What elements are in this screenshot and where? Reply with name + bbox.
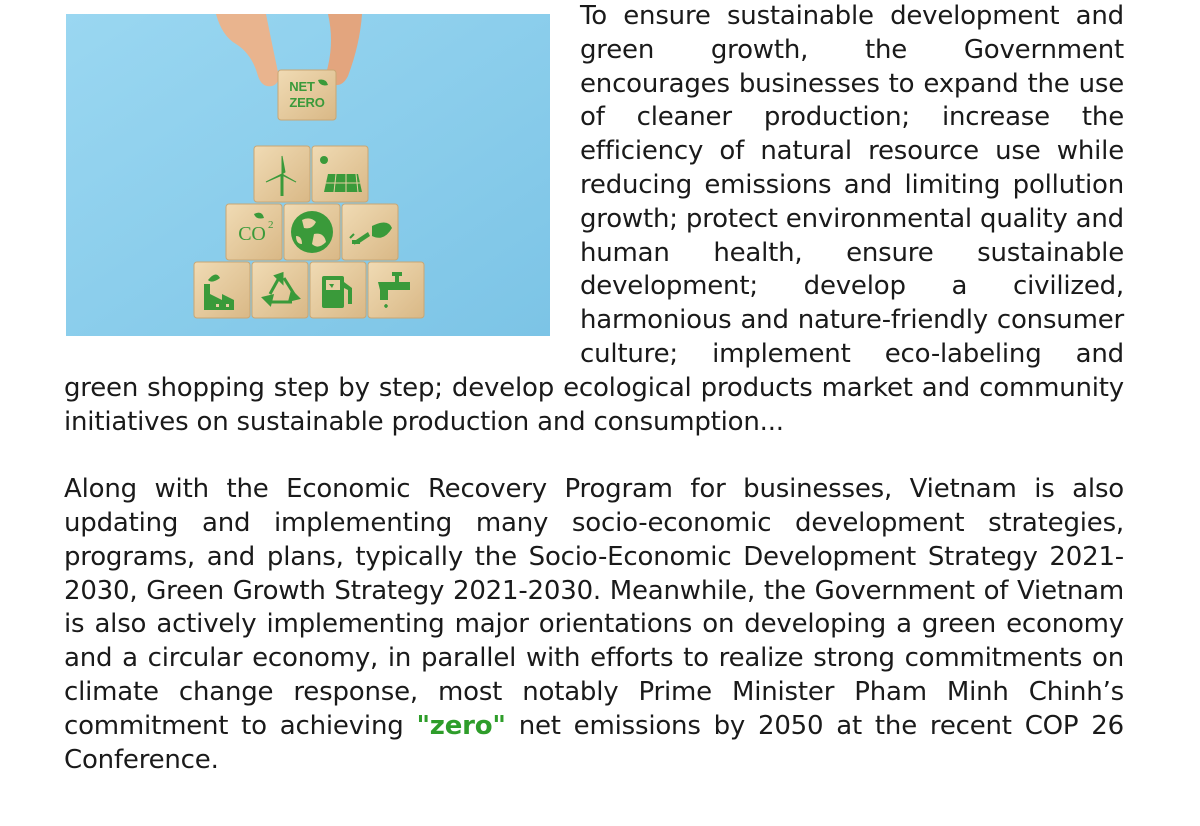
net-zero-block <box>278 70 336 120</box>
paragraph-cleaner-production: To ensure sustainable development and green growth, the Government encourages businesses to expand the use of cleaner production; increase the efficiency of natural resource use while reducing emissions and limiting pollution growth; protect environmental quality and human health, ensure sustainable development; develop a civilized, harmonious and nature-friendly consumer culture; implement eco-labeling and green shopping step by step; develop ecological products market and community initiatives on sustainable production and consumption... <box>64 1 1124 437</box>
net-label: NET <box>289 79 315 94</box>
block-solar <box>312 146 368 202</box>
svg-text:2: 2 <box>268 219 274 231</box>
zero-label: ZERO <box>289 95 325 110</box>
zero-highlight: "zero" <box>416 710 506 741</box>
block-fuel-pump <box>310 262 366 318</box>
block-factory <box>194 262 250 318</box>
paragraph-economic-recovery <box>64 473 1124 777</box>
article-body <box>64 0 1124 777</box>
block-globe <box>284 204 340 260</box>
svg-text:CO: CO <box>238 223 266 245</box>
block-wind-turbine <box>254 146 310 202</box>
paragraph-text-before: Along with the Economic Recovery Program for businesses, Vietnam is also updating and implementing many socio-economic development strategies, programs, and plans, typically the Socio-Economic Development Strategy 2021-2030, Green Growth Strategy 2021-2030. Meanwhile, the Government of Vietnam is also actively implementing major orientations on developing a green economy and a circular economy, in parallel with efforts to realize strong commitments on climate change response, most notably Prime Minister Pham Minh Chinh’s commitment to achieving <box>64 474 1124 741</box>
block-water-tap <box>368 262 424 318</box>
net-zero-blocks-image <box>66 14 550 336</box>
block-plug-leaf <box>342 204 398 260</box>
globe-icon <box>291 211 333 253</box>
block-recycle <box>252 262 308 318</box>
block-co2 <box>226 204 282 260</box>
paragraph-text-after: net emissions by 2050 at the recent COP 26 Conference. <box>64 710 1124 775</box>
net-zero-illustration <box>66 14 550 336</box>
